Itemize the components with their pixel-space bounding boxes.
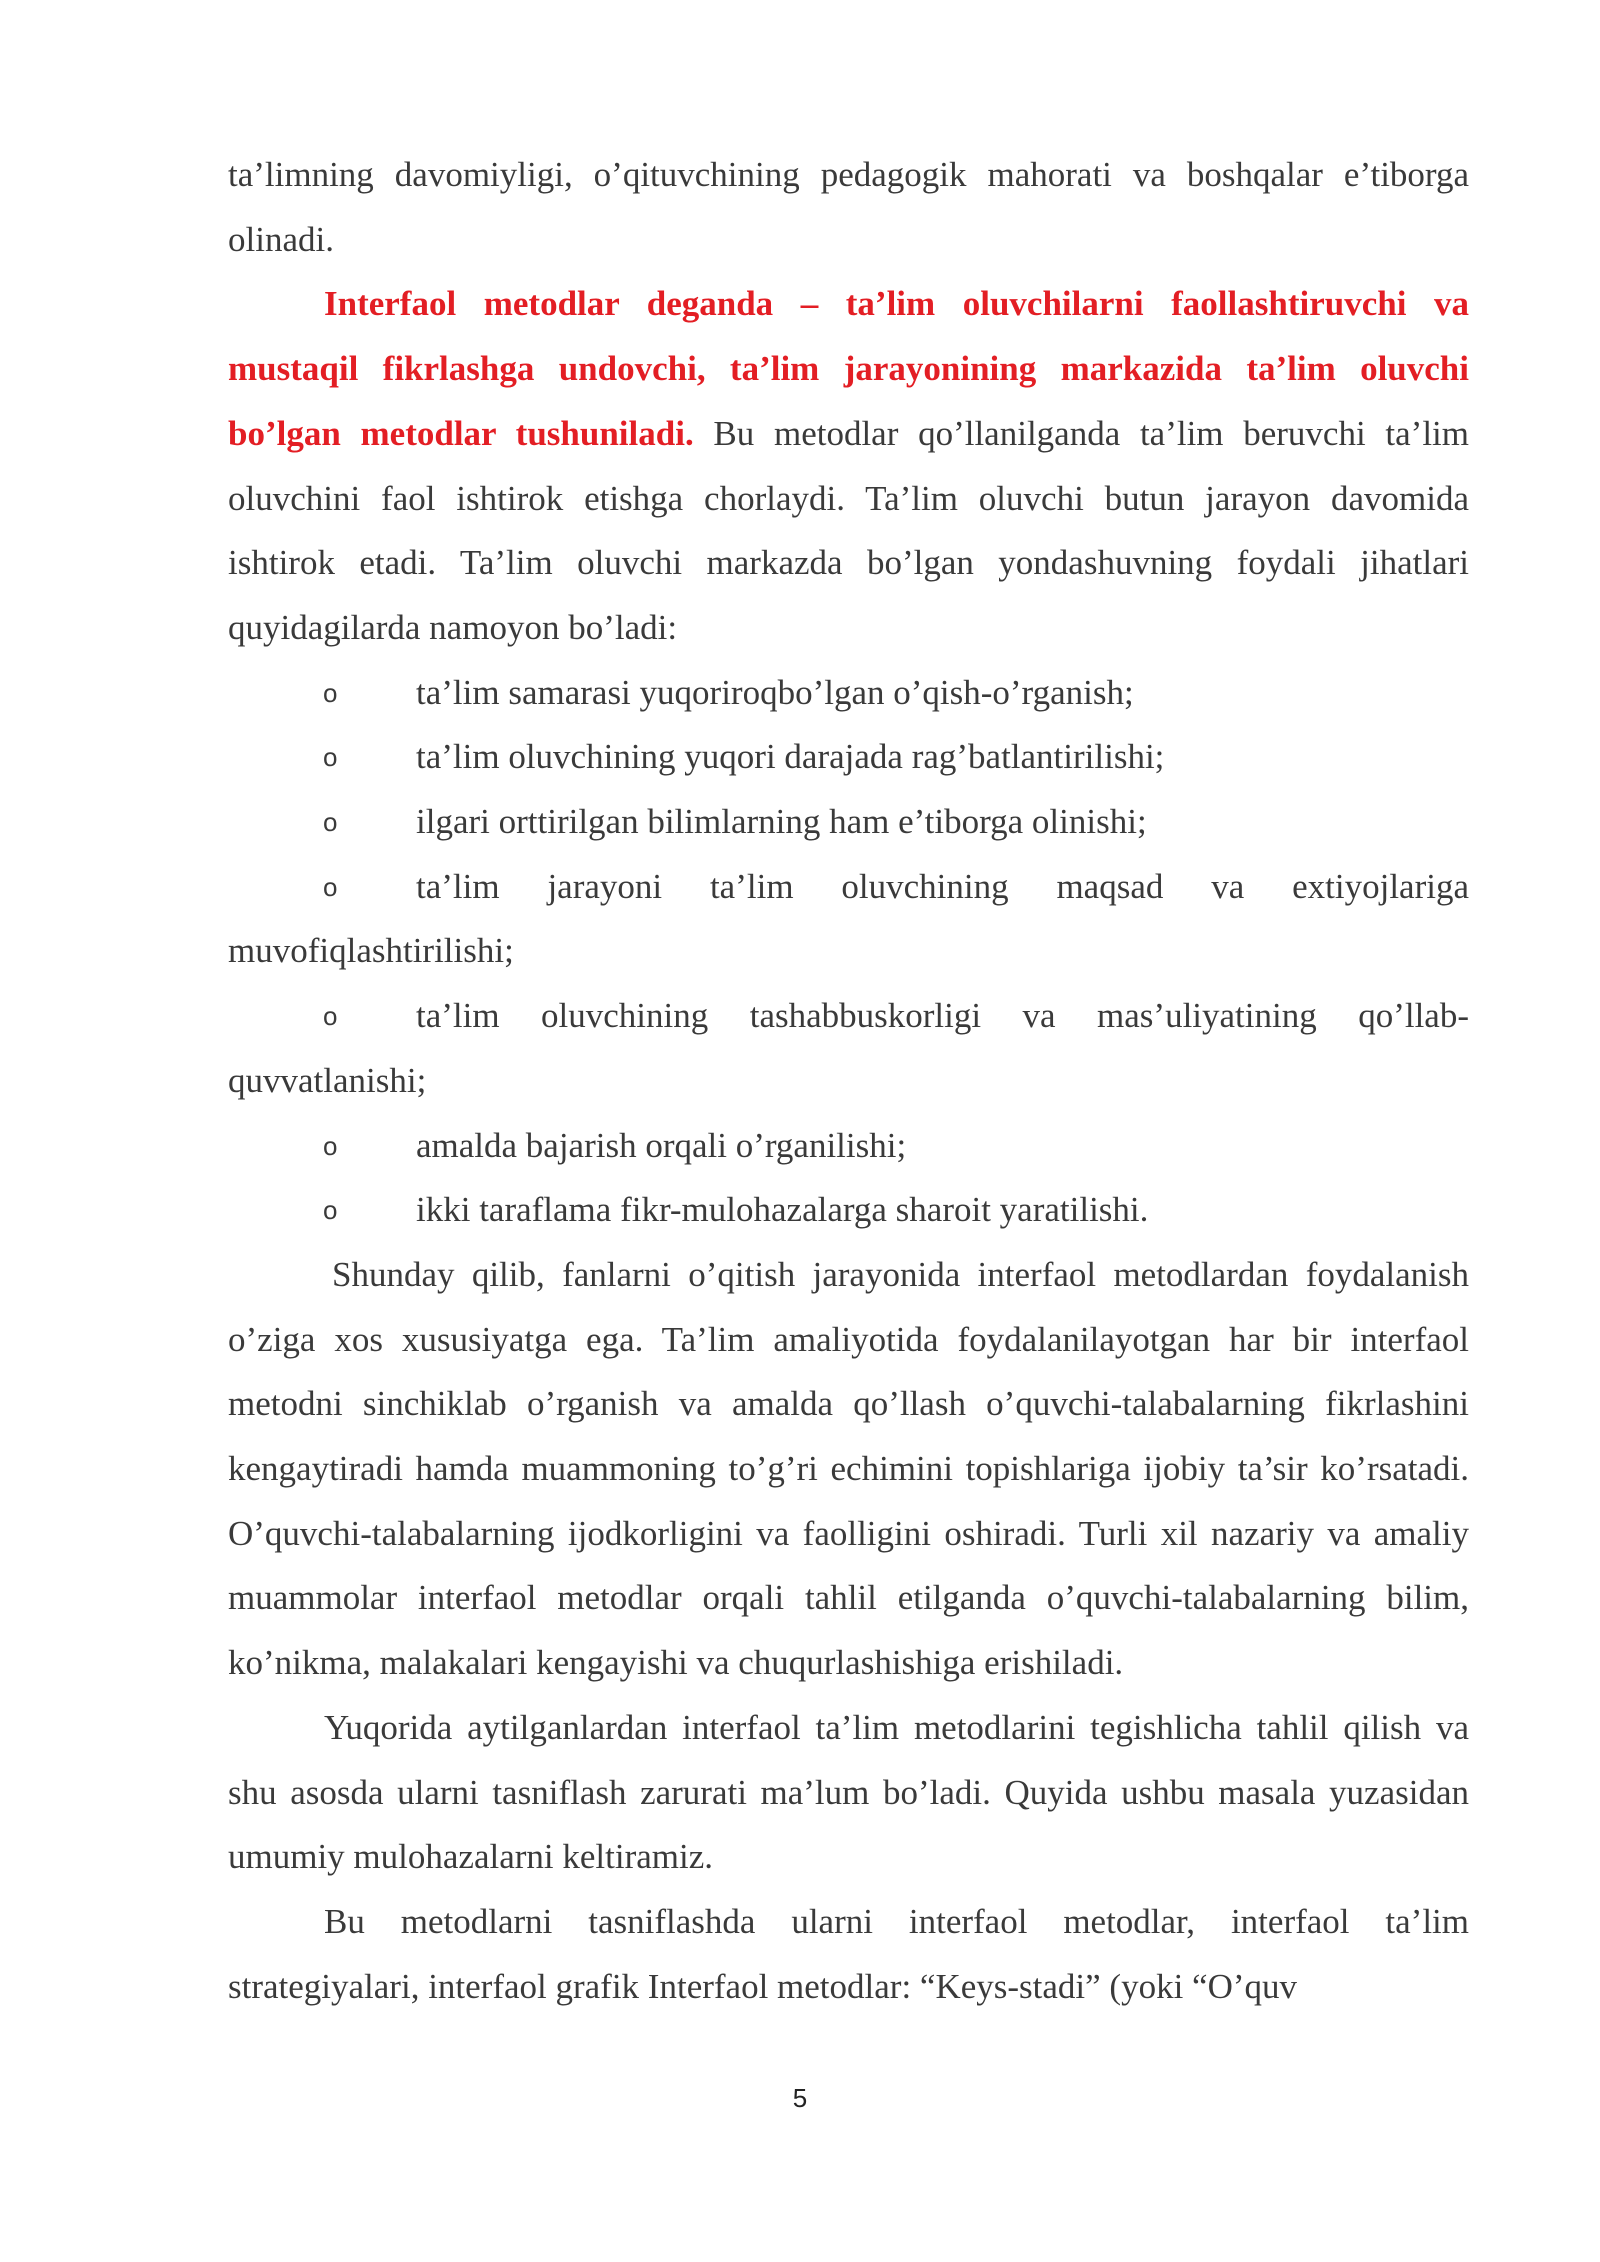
- list-item-text: amalda bajarish orqali o’rganilishi;: [416, 1125, 907, 1165]
- list-item: [228, 984, 1469, 1113]
- paragraph-1: ta’limning davomiyligi, o’qituvchining pedagogik mahorati va boshqalar e’tiborga olinadi.: [228, 155, 1469, 259]
- benefits-list: [228, 661, 1469, 1243]
- bullet-marker: o: [323, 1001, 338, 1032]
- bullet-marker: o: [323, 677, 338, 708]
- bullet-marker: o: [323, 1195, 338, 1226]
- bullet-marker: o: [323, 807, 338, 838]
- list-item-text: ilgari orttirilgan bilimlarning ham e’tiborga olinishi;: [416, 802, 1147, 842]
- list-item-text: ta’lim oluvchining tashabbuskorligi va mas’uliyatining qo’llab-quvvatlanishi;: [228, 996, 1469, 1100]
- list-item: [228, 661, 1469, 726]
- bullet-marker: o: [323, 742, 338, 773]
- list-item: [228, 855, 1469, 984]
- paragraph-4: Yuqorida aytilganlardan interfaol ta’lim metodlarini tegishlicha tahlil qilish va shu asosda ularni tasniflash zarurati ma’lum bo’ladi. Quyida ushbu masala yuzasidan umumiy mulohazalarni keltiramiz.: [228, 1707, 1469, 1877]
- paragraph-2-rest: Bu metodlar qo’llanilganda ta’lim beruvchi ta’lim oluvchini faol ishtirok etishga chorlaydi. Ta’lim oluvchi butun jarayon davomida ishtirok etadi. Ta’lim oluvchi markazda bo’lgan yondashuvning foydali jihatlari quyidagilarda namoyon bo’ladi:: [228, 413, 1469, 647]
- paragraph-5: Bu metodlarni tasniflashda ularni interfaol metodlar, interfaol ta’lim strategiyalari, interfaol grafik Interfaol metodlar: “Keys-stadi” (yoki “O’quv: [228, 1901, 1469, 2006]
- list-item: [228, 1178, 1469, 1243]
- list-item: [228, 725, 1469, 790]
- bullet-marker: o: [323, 871, 338, 902]
- paragraph-2: [228, 272, 1469, 660]
- list-item-text: ta’lim jarayoni ta’lim oluvchining maqsad va extiyojlariga muvofiqlashtirilishi;: [228, 866, 1469, 971]
- paragraph-3: Shunday qilib, fanlarni o’qitish jarayonida interfaol metodlardan foydalanish o’ziga xos xususiyatga ega. Ta’lim amaliyotida foydalanilayotgan har bir interfaol metodni sinchiklab o’rganish va amalda qo’llash o’quvchi-talabalarning fikrlashini kengaytiradi hamda muammoning to’g’ri echimini topishlariga ijobiy ta’sir ko’rsatadi. O’quvchi-talabalarning ijodkorligini va faolligini oshiradi. Turli xil nazariy va amaliy muammolar interfaol metodlar orqali tahlil etilganda o’quvchi-talabalarning bilim, ko’nikma, malakalari kengayishi va chuqurlashishiga erishiladi.: [228, 1254, 1469, 1683]
- page-body: [228, 143, 1469, 2019]
- list-item-text: ta’lim samarasi yuqoriroqbo’lgan o’qish-o’rganish;: [416, 672, 1134, 712]
- list-item: [228, 790, 1469, 855]
- list-item: [228, 1114, 1469, 1179]
- bullet-marker: o: [323, 1130, 338, 1161]
- page-number: 5: [792, 2083, 808, 2113]
- list-item-text: ikki taraflama fikr-mulohazalarga sharoit yaratilishi.: [416, 1190, 1149, 1230]
- list-item-text: ta’lim oluvchining yuqori darajada rag’batlantirilishi;: [416, 737, 1165, 777]
- definition-highlight: Interfaol metodlar deganda – ta’lim oluvchilarni faollashtiruvchi va mustaqil fikrlashga undovchi, ta’lim jarayonining markazida ta’lim oluvchi bo’lgan metodlar tushuniladi.: [228, 284, 1469, 453]
